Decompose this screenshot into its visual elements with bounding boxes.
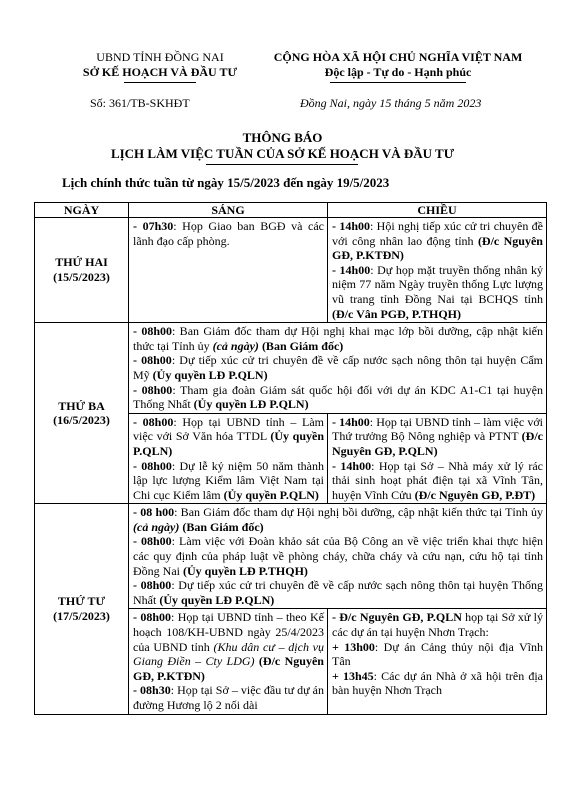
week-range: Lịch chính thức tuần từ ngày 15/5/2023 đến ngày 19/5/2023 [62,175,390,190]
table-row-monday [35,218,547,323]
document-type: THÔNG BÁO [242,130,323,145]
col-header-day: NGÀY [35,203,129,218]
document-title: LỊCH LÀM VIỆC TUẦN CỦA SỞ KẾ HOẠCH VÀ ĐẦU TƯ [110,146,455,161]
schedule-item: - 08h30: Họp tại Sở – việc đầu tư dự án đường Hương lộ 2 nối dài [133,683,324,712]
day-cell-monday [35,218,129,323]
place-and-date: Đồng Nai, ngày 15 tháng 5 năm 2023 [300,96,482,110]
schedule-item: - 14h00: Dự họp mặt truyền thống nhân kỷ niệm 77 năm Ngày truyền thống Lực lượng vũ trang tỉnh Đồng Nai tại BCHQS tỉnh (Đ/c Vân PGĐ, P.THQH) [332,262,543,321]
schedule-item: - 08h00: Dự lễ kỷ niệm 50 năm thành lập lực lượng Kiểm lâm Việt Nam tại Chi cục Kiểm lâm (Ủy quyền P.QLN) [133,458,324,502]
schedule-item: - 08h00: Họp tại UBND tỉnh – theo Kế hoạch 108/KH-UBND ngày 25/4/2023 của UBND tỉnh (Khu dân cư – dịch vụ Giang Điền – Cty LDG) (Đ/c Nguyên GĐ, P.KTĐN) [133,610,325,683]
schedule-item: - 07h30: Họp Giao ban BGĐ và các lãnh đạo cấp phòng. [133,219,324,248]
table-header-row [35,203,547,218]
day-cell-tuesday [35,323,129,504]
table-row-wednesday-allday [35,504,547,609]
schedule-item: - 08h00: Tham gia đoàn Giám sát quốc hội đối với dự án KDC A1-C1 tại huyện Thống Nhất (Ủy quyền LĐ P.QLN) [133,382,544,412]
day-date: (15/5/2023) [53,270,110,285]
schedule-item: - 08h00: Dự tiếp xúc cử tri chuyên đề về cấp nước sạch nông thôn tại huyện Thống Nhất (Ủy quyền LĐ P.QLN) [133,578,544,607]
agency-line-2: SỞ KẾ HOẠCH VÀ ĐẦU TƯ [82,65,238,79]
schedule-item: - Đ/c Nguyên GĐ, P.QLN họp tại Sở xử lý các dự án tại huyện Nhơn Trạch: [332,610,543,640]
weekly-schedule-table [34,202,547,715]
schedule-item: - 14h00: Họp tại UBND tỉnh – làm việc với Thứ trưởng Bộ Nông nghiệp và PTNT (Đ/c Nguyên GĐ, P.QLN) [332,414,543,458]
monday-morning-cell [129,218,328,323]
title-underline [206,164,358,165]
tuesday-afternoon-cell [328,413,547,504]
schedule-item: - 14h00: Họp tại Sở – Nhà máy xử lý rác thải sinh hoạt phát điện tại xã Vĩnh Tân, huyện Vĩnh Cửu (Đ/c Nguyên GĐ, P.ĐT) [332,458,544,502]
country-name: CỘNG HÒA XÃ HỘI CHỦ NGHĨA VIỆT NAM [273,50,523,64]
issuing-agency [60,50,260,80]
col-header-morning: SÁNG [129,203,328,218]
wednesday-afternoon-cell [328,609,547,714]
col-header-afternoon: CHIỀU [328,203,547,218]
national-heading [248,50,548,80]
schedule-item: + 13h00: Dự án Cảng thủy nội địa Vĩnh Tân [332,639,543,669]
motto-underline [330,82,466,83]
day-cell-wednesday [35,504,129,714]
monday-afternoon-cell [328,218,547,323]
document-number: Số: 361/TB-SKHĐT [90,96,190,110]
schedule-item: - 08h00: Dự tiếp xúc cử tri chuyên đề về cấp nước sạch nông thôn tại huyện Cẩm Mỹ (Ủy quyền LĐ P.QLN) [133,353,544,382]
schedule-item: - 08h00: Làm việc với Đoàn khảo sát của Bộ Công an về việc triển khai thực hiện các quy định của pháp luật về phòng cháy, chữa cháy và cứu nạn, cứu hộ tại tỉnh Đồng Nai (Ủy quyền LĐ P.THQH) [133,534,543,578]
national-motto: Độc lập - Tự do - Hạnh phúc [324,65,472,79]
wednesday-morning-cell [129,609,328,714]
tuesday-morning-cell [129,413,328,504]
agency-underline [124,82,196,83]
wednesday-allday-cell [129,504,547,609]
day-date: (17/5/2023) [53,608,110,623]
table-row-tuesday-allday [35,323,547,414]
schedule-item: - 08h00: Ban Giám đốc tham dự Hội nghị khai mạc lớp bồi dưỡng, cập nhật kiến thức tại Tỉnh ủy (cả ngày) (Ban Giám đốc) [133,324,544,353]
schedule-item: + 13h45: Các dự án Nhà ở xã hội trên địa bàn huyện Nhơn Trạch [332,668,544,698]
tuesday-allday-cell [129,323,547,414]
day-date: (16/5/2023) [53,413,110,428]
schedule-item: - 14h00: Hội nghị tiếp xúc cử tri chuyên đề với công nhân lao động tỉnh (Đ/c Nguyên GĐ, P.KTĐN) [332,219,544,263]
agency-line-1: UBND TỈNH ĐỒNG NAI [96,50,224,64]
day-name: THỨ HAI [55,255,108,270]
day-name: THỨ TƯ [57,594,106,609]
day-name: THỨ BA [58,398,105,413]
schedule-item: - 08 h00: Ban Giám đốc tham dự Hội nghị bồi dưỡng, cập nhật kiến thức tại Tỉnh ủy (cả ngày) (Ban Giám đốc) [133,505,543,534]
schedule-item: - 08h00: Họp tại UBND tỉnh – Làm việc với Sở Văn hóa TTDL (Ủy quyền P.QLN) [133,414,325,458]
